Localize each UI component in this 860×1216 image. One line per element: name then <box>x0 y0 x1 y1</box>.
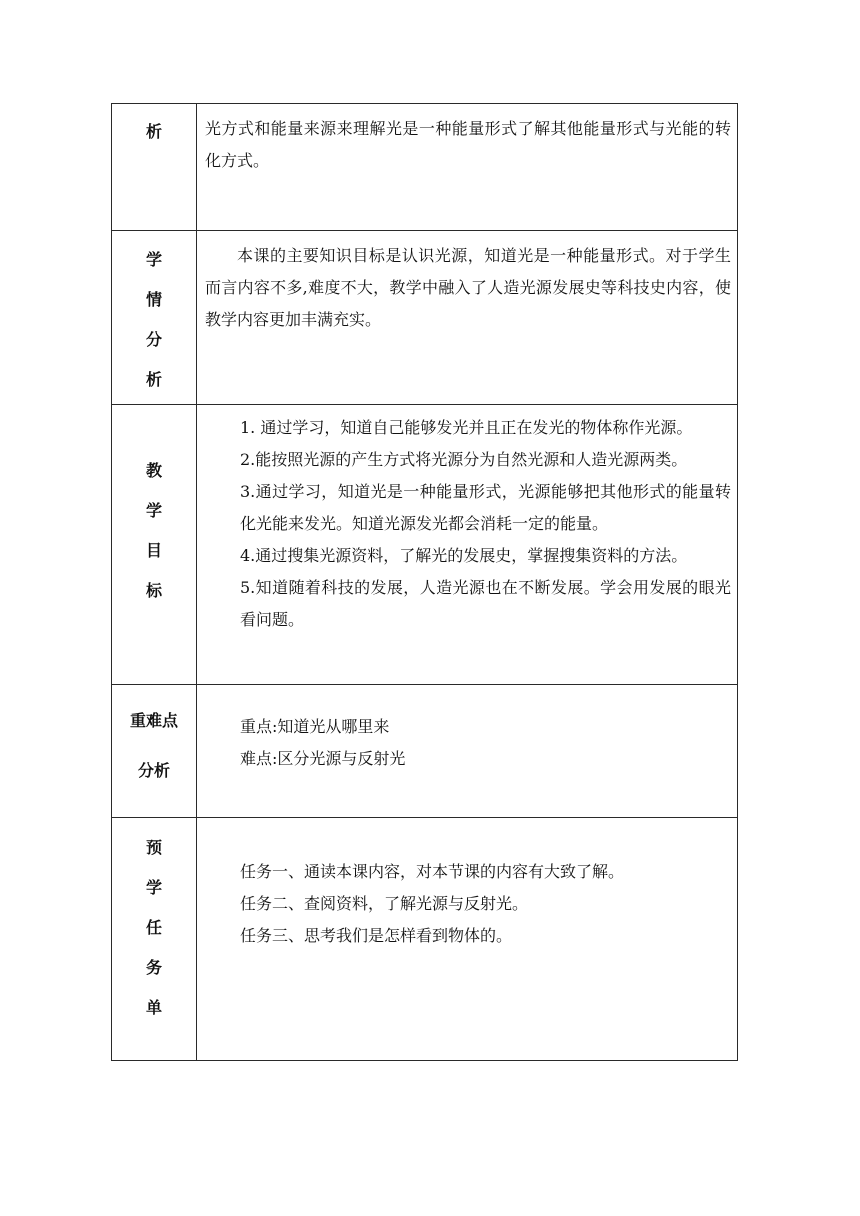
row-label-char: 单 <box>145 998 162 1017</box>
row-label-char: 预 <box>145 838 162 857</box>
row-label-char: 学 <box>145 501 162 520</box>
content-paragraph: 光方式和能量来源来理解光是一种能量形式了解其他能量形式与光能的转化方式。 <box>205 119 731 170</box>
goal-item: 1. 通过学习，知道自己能够发光并且正在发光的物体称作光源。 <box>240 418 693 437</box>
goal-item: 5.知道随着科技的发展，人造光源也在不断发展。学会用发展的眼光看问题。 <box>240 578 731 629</box>
row-label-char: 务 <box>145 958 162 977</box>
row-content-teaching-goals <box>197 405 738 685</box>
row-label-char: 情 <box>145 290 162 309</box>
table-row <box>112 405 738 685</box>
goal-item: 4.通过搜集光源资料，了解光的发展史，掌握搜集资料的方法。 <box>240 546 688 565</box>
row-label-char: 分 <box>145 330 162 349</box>
lesson-plan-table <box>111 103 738 1061</box>
row-label-char: 重难点 <box>129 711 178 730</box>
row-label-teaching-goals <box>112 405 197 685</box>
row-label-char: 学 <box>145 250 162 269</box>
goal-item: 3.通过学习，知道光是一种能量形式，光源能够把其他形式的能量转化光能来发光。知道光源发光都会消耗一定的能量。 <box>240 482 731 533</box>
row-label-char: 任 <box>145 918 162 937</box>
row-content-student-analysis <box>197 231 738 405</box>
goal-item: 2.能按照光源的产生方式将光源分为自然光源和人造光源两类。 <box>240 450 688 469</box>
task-item: 任务三、思考我们是怎样看到物体的。 <box>240 926 513 945</box>
task-item: 任务二、查阅资料，了解光源与反射光。 <box>240 894 529 913</box>
difficult-point-item: 难点:区分光源与反射光 <box>240 749 406 768</box>
task-item: 任务一、通读本课内容，对本节课的内容有大致了解。 <box>240 862 625 881</box>
table-row <box>112 104 738 231</box>
row-label-preview-tasks <box>112 818 197 1061</box>
row-label-char: 学 <box>145 878 162 897</box>
row-label-char: 标 <box>145 581 162 600</box>
row-label-char: 目 <box>145 541 162 560</box>
row-label-student-analysis <box>112 231 197 405</box>
row-content-key-difficult-points <box>197 685 738 818</box>
table-row <box>112 685 738 818</box>
row-label-char: 析 <box>145 370 162 389</box>
row-label-char: 分析 <box>137 761 170 780</box>
row-label-char: 析 <box>145 122 162 141</box>
row-label-key-difficult-points <box>112 685 197 818</box>
row-content-preview-tasks <box>197 818 738 1061</box>
table-row <box>112 231 738 405</box>
row-content-analysis <box>197 104 738 231</box>
row-label-analysis <box>112 104 197 231</box>
table-row <box>112 818 738 1061</box>
row-label-char: 教 <box>145 461 162 480</box>
key-point-item: 重点:知道光从哪里来 <box>240 717 390 736</box>
content-paragraph: 本课的主要知识目标是认识光源，知道光是一种能量形式。对于学生而言内容不多,难度不大，教学中融入了人造光源发展史等科技史内容，使教学内容更加丰满充实。 <box>205 246 731 329</box>
